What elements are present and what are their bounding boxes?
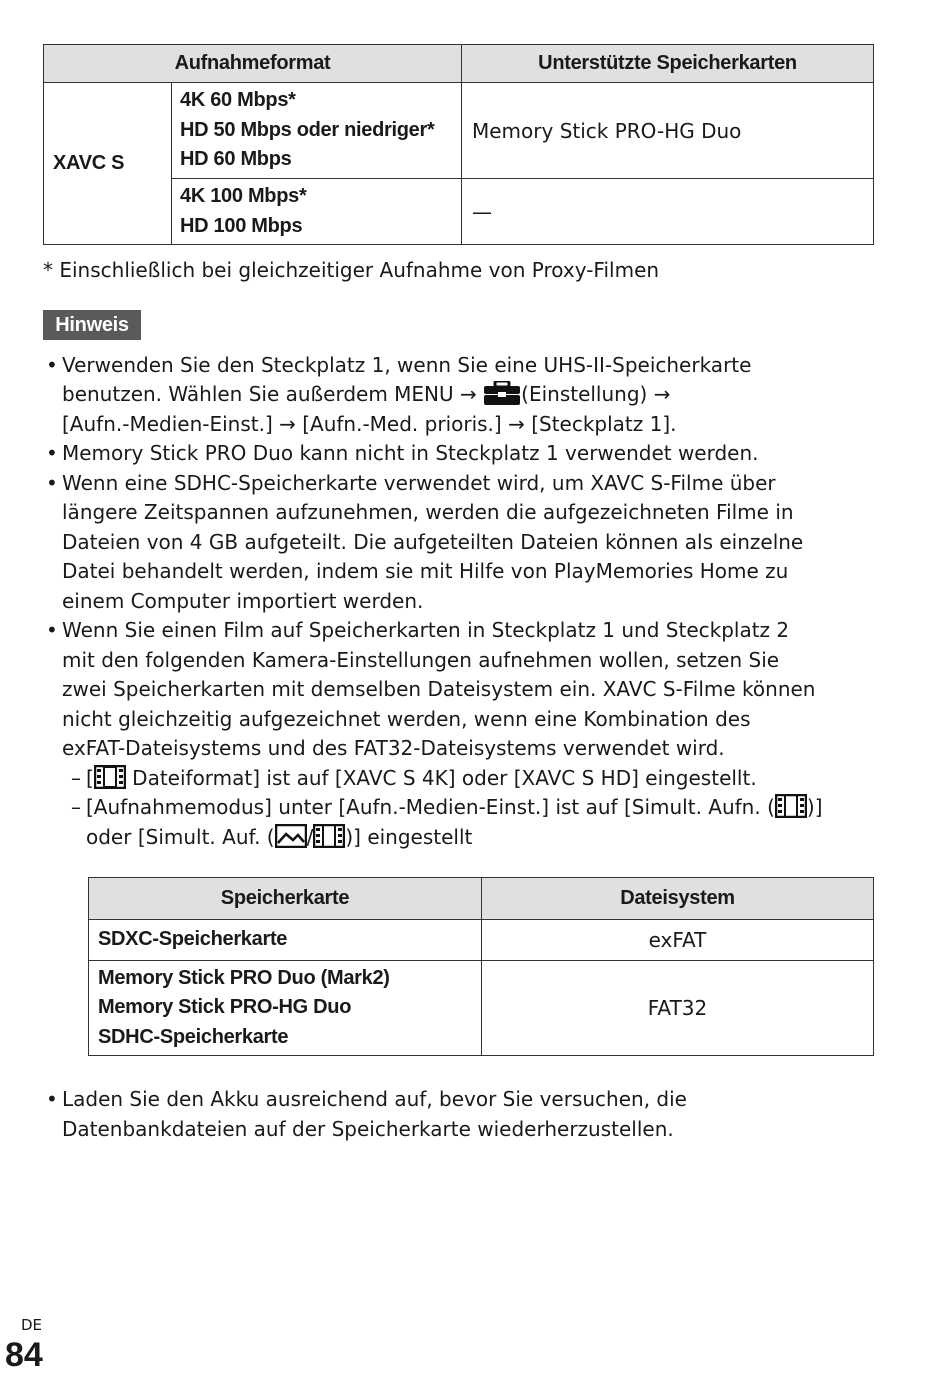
bullet-text: einem Computer importiert werden.: [62, 589, 424, 613]
format-item: 4K 100 Mbps*: [180, 185, 307, 207]
page-number: 84: [5, 1336, 43, 1374]
format-item: 4K 60 Mbps*: [180, 89, 296, 112]
supported-cards-cell: —: [462, 179, 874, 245]
bullet-text: [Aufn.-Medien-Einst.] → [Aufn.-Med. prioris.] → [Steckplatz 1].: [62, 412, 677, 436]
dash-marker: –: [71, 795, 81, 819]
header-file-system: Dateisystem: [482, 878, 874, 920]
memory-card-cell: [89, 920, 482, 961]
bullet-dot: •: [46, 353, 58, 377]
table-row: [44, 83, 874, 179]
bullet-text: Wenn eine SDHC-Speicherkarte verwendet wird, um XAVC S-Filme über: [62, 471, 776, 495]
card-item: SDHC-Speicherkarte: [98, 1025, 289, 1048]
file-system-cell: FAT32: [482, 961, 874, 1056]
bullet-dot: •: [46, 1087, 58, 1111]
card-item: Memory Stick PRO-HG Duo: [98, 996, 352, 1019]
memory-card-cell: [89, 961, 482, 1056]
bullet-text: Laden Sie den Akku ausreichend auf, bevor Sie versuchen, die: [62, 1087, 687, 1111]
bullet-text: Datei behandelt werden, indem sie mit Hilfe von PlayMemories Home zu: [62, 559, 789, 583]
toolbox-icon: [483, 381, 521, 414]
bullet-text-part: (Einstellung) →: [521, 382, 671, 406]
file-system-cell: exFAT: [482, 920, 874, 961]
card-item: SDXC-Speicherkarte: [98, 928, 288, 951]
sub-text-part: )]: [806, 795, 823, 819]
bullet-text-part: benutzen. Wählen Sie außerdem MENU →: [62, 382, 484, 406]
table-row: [89, 920, 874, 961]
format-group-label: XAVC S: [44, 83, 172, 245]
sub-text-part: )] eingestellt: [345, 825, 473, 849]
bullet-text: Verwenden Sie den Steckplatz 1, wenn Sie eine UHS-II-Speicherkarte: [62, 353, 752, 377]
sub-text-part: [: [86, 766, 94, 790]
header-recording-format: Aufnahmeformat: [44, 45, 462, 83]
still-image-icon: [275, 824, 307, 857]
bullet-text: [62, 380, 670, 414]
header-supported-cards: Unterstützte Speicherkarten: [462, 45, 874, 83]
dash-marker: –: [71, 766, 81, 790]
sub-text-part: [Aufnahmemodus] unter [Aufn.-Medien-Einst.] ist auf [Simult. Aufn. (: [86, 795, 775, 819]
bullet-text: Wenn Sie einen Film auf Speicherkarten in Steckplatz 1 und Steckplatz 2: [62, 618, 790, 642]
format-cell: [172, 83, 462, 179]
recording-format-table: [43, 44, 874, 245]
card-item: Memory Stick PRO Duo (Mark2): [98, 966, 390, 989]
bullet-text: zwei Speicherkarten mit demselben Dateisystem ein. XAVC S-Filme können: [62, 677, 816, 701]
sub-text-part: oder [Simult. Auf. (: [86, 825, 275, 849]
format-cell: [172, 179, 462, 245]
movie-film-icon: [775, 794, 807, 827]
bullet-text: nicht gleichzeitig aufgezeichnet werden, wenn eine Kombination des: [62, 707, 751, 731]
sub-item-text: [86, 823, 472, 857]
header-memory-card: Speicherkarte: [89, 878, 482, 920]
bullet-text: exFAT-Dateisystems und des FAT32-Dateisystems verwendet wird.: [62, 736, 725, 760]
table-row: [89, 961, 874, 1056]
bullet-text: Memory Stick PRO Duo kann nicht in Steckplatz 1 verwendet werden.: [62, 441, 759, 465]
bullet-dot: •: [46, 441, 58, 465]
format-item: HD 60 Mbps: [180, 148, 292, 171]
format-item: HD 100 Mbps: [180, 214, 303, 237]
footnote: * Einschließlich bei gleichzeitiger Aufnahme von Proxy-Filmen: [43, 258, 660, 282]
movie-film-icon: [313, 824, 345, 857]
sub-text-part: Dateiformat] ist auf [XAVC S 4K] oder [XAVC S HD] eingestellt.: [125, 766, 757, 790]
bullet-text: mit den folgenden Kamera-Einstellungen aufnehmen wollen, setzen Sie: [62, 648, 780, 672]
note-label: Hinweis: [43, 310, 141, 340]
bullet-text: längere Zeitspannen aufzunehmen, werden die aufgezeichneten Filme in: [62, 500, 794, 524]
sub-text-part: /: [306, 825, 314, 849]
sub-item-text: [86, 793, 823, 827]
format-item: HD 50 Mbps oder niedriger*: [180, 118, 435, 141]
page-language: DE: [21, 1316, 43, 1334]
bullet-text: Dateien von 4 GB aufgeteilt. Die aufgeteilten Dateien können als einzelne: [62, 530, 804, 554]
supported-cards-cell: Memory Stick PRO-HG Duo: [462, 83, 874, 179]
bullet-text: Datenbankdateien auf der Speicherkarte wiederherzustellen.: [62, 1117, 674, 1141]
bullet-dot: •: [46, 471, 58, 495]
bullet-dot: •: [46, 618, 58, 642]
file-system-table: [88, 877, 874, 1056]
